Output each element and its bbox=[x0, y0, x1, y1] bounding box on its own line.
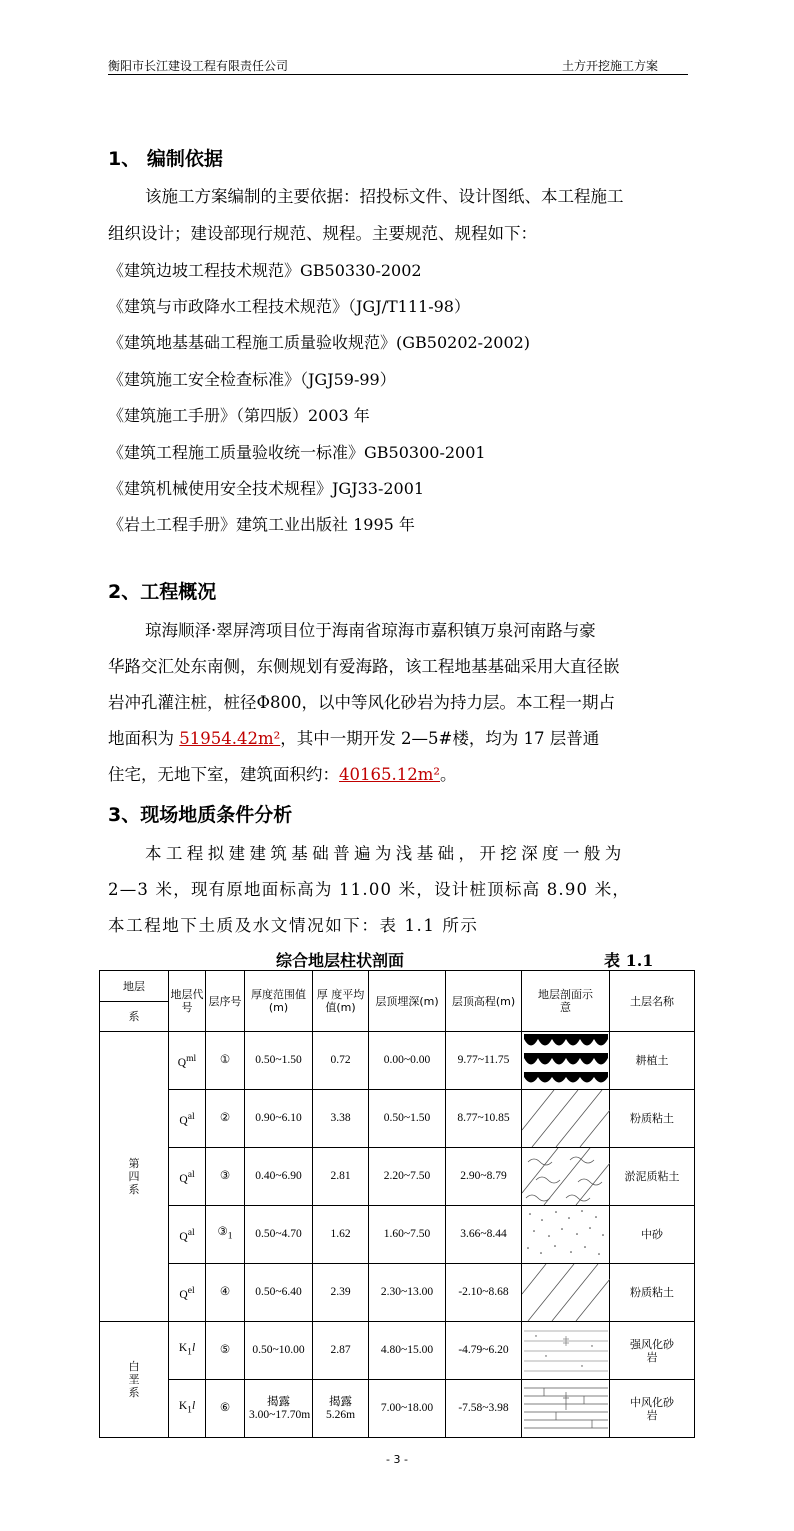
cell-name: 中砂 bbox=[610, 1206, 695, 1264]
section-2-title: 2、工程概况 bbox=[108, 581, 217, 603]
cell-depth: 2.30~13.00 bbox=[369, 1264, 446, 1322]
section-pattern-medium-sand bbox=[522, 1206, 610, 1264]
cell-elev: 3.66~8.44 bbox=[446, 1206, 522, 1264]
cell-depth: 0.00~0.00 bbox=[369, 1032, 446, 1090]
cell-elev: 9.77~11.75 bbox=[446, 1032, 522, 1090]
head-stratum-top: 地层 bbox=[100, 971, 169, 1002]
ref-item: 《建筑工程施工质量验收统一标准》GB50300-2001 bbox=[108, 443, 486, 462]
cell-name: 耕植土 bbox=[610, 1032, 695, 1090]
cell-seq: ① bbox=[206, 1032, 245, 1090]
cell-elev: -7.58~3.98 bbox=[446, 1380, 522, 1438]
s2-line5-a: 住宅，无地下室，建筑面积约： bbox=[108, 765, 339, 784]
code-tail: l bbox=[191, 1400, 196, 1413]
head-range: 厚度范围值(m) bbox=[245, 971, 313, 1032]
code-main: K bbox=[178, 1400, 188, 1413]
cell-name: 淤泥质粘土 bbox=[610, 1148, 695, 1206]
s3-line3: 本工程地下土质及水文情况如下：表 1.1 所示 bbox=[108, 916, 479, 935]
cell-depth: 2.20~7.50 bbox=[369, 1148, 446, 1206]
head-name: 土层名称 bbox=[610, 971, 695, 1032]
code-main: Q bbox=[179, 1230, 188, 1243]
code-tail: l bbox=[191, 1342, 196, 1355]
head-seq: 层序号 bbox=[206, 971, 245, 1032]
section-1-title: 1、 编制依据 bbox=[108, 148, 223, 170]
head-code: 地层代号 bbox=[169, 971, 206, 1032]
s2-line2: 华路交汇处东南侧，东侧规划有爱海路，该工程地基基础采用大直径嵌 bbox=[108, 657, 620, 676]
cell-elev: 8.77~10.85 bbox=[446, 1090, 522, 1148]
cell-avg: 2.39 bbox=[313, 1264, 369, 1322]
s2-line4-b: ，其中一期开发 2—5#楼，均为 17 层普通 bbox=[280, 729, 600, 748]
cell-avg: 揭露5.26m bbox=[313, 1380, 369, 1438]
page-header bbox=[108, 56, 688, 75]
cell-elev: -2.10~8.68 bbox=[446, 1264, 522, 1322]
head-elev: 层顶高程(m) bbox=[446, 971, 522, 1032]
code-sup: el bbox=[187, 1284, 195, 1296]
cell-seq: ④ bbox=[206, 1264, 245, 1322]
ref-item: 《岩土工程手册》建筑工业出版社 1995 年 bbox=[108, 515, 415, 534]
section-pattern-mucky-clay bbox=[522, 1148, 610, 1206]
cell-range: 揭露3.00~17.70m bbox=[245, 1380, 313, 1438]
cell-depth: 7.00~18.00 bbox=[369, 1380, 446, 1438]
cell-seq: ② bbox=[206, 1090, 245, 1148]
code-main: Q bbox=[179, 1172, 188, 1185]
cell-name: 粉质粘土 bbox=[610, 1090, 695, 1148]
head-stratum-bottom: 系 bbox=[100, 1002, 169, 1032]
cell-seq bbox=[206, 1206, 245, 1264]
code-sub: 1 bbox=[187, 1346, 192, 1358]
table-caption: 综合地层柱状剖面 bbox=[276, 951, 405, 970]
seq-sub: 1 bbox=[227, 1230, 233, 1242]
s2-line4 bbox=[108, 725, 599, 749]
cell-code bbox=[169, 1264, 206, 1322]
head-section: 地层剖面示 意 bbox=[522, 971, 610, 1032]
stratum-table bbox=[99, 970, 695, 1438]
code-sup: ml bbox=[186, 1052, 197, 1064]
section-pattern-silty-clay bbox=[522, 1090, 610, 1148]
ref-item: 《建筑地基基础工程施工质量验收规范》(GB50202-2002) bbox=[108, 333, 531, 352]
table-row bbox=[100, 1148, 695, 1206]
ref-item: 《建筑施工手册》（第四版）2003 年 bbox=[108, 406, 370, 425]
s2-line3: 岩冲孔灌注桩，桩径Φ800，以中等风化砂岩为持力层。本工程一期占 bbox=[108, 693, 616, 712]
cell-avg: 1.62 bbox=[313, 1206, 369, 1264]
code-sub: 1 bbox=[187, 1404, 192, 1416]
cell-depth: 1.60~7.50 bbox=[369, 1206, 446, 1264]
cell-code bbox=[169, 1380, 206, 1438]
cell-range: 0.90~6.10 bbox=[245, 1090, 313, 1148]
s2-line1: 琼海顺泽·翠屏湾项目位于海南省琼海市嘉积镇万泉河南路与豪 bbox=[145, 621, 596, 640]
cell-depth: 0.50~1.50 bbox=[369, 1090, 446, 1148]
cell-range: 0.50~10.00 bbox=[245, 1322, 313, 1380]
head-depth: 层顶埋深(m) bbox=[369, 971, 446, 1032]
code-main: Q bbox=[179, 1288, 188, 1301]
cell-name: 中风化砂岩 bbox=[610, 1380, 695, 1438]
section-3-title: 3、现场地质条件分析 bbox=[108, 804, 293, 826]
cell-range: 0.50~1.50 bbox=[245, 1032, 313, 1090]
head-avg: 厚 度平均值(m) bbox=[313, 971, 369, 1032]
building-area: 40165.12m² bbox=[339, 765, 440, 784]
cell-avg: 2.81 bbox=[313, 1148, 369, 1206]
s2-line5 bbox=[108, 761, 457, 785]
code-main: K bbox=[178, 1342, 188, 1355]
s2-line4-a: 地面积为 bbox=[108, 729, 174, 748]
header-doc-title: 土方开挖施工方案 bbox=[561, 59, 658, 73]
ref-item: 《建筑施工安全检查标准》（JGJ59-99） bbox=[108, 370, 396, 389]
cell-avg: 3.38 bbox=[313, 1090, 369, 1148]
cell-name: 强风化砂岩 bbox=[610, 1322, 695, 1380]
s3-line2: 2—3 米，现有原地面标高为 11.00 米，设计桩顶标高 8.90 米， bbox=[108, 880, 631, 899]
section-pattern-silty-clay-2 bbox=[522, 1264, 610, 1322]
header-company: 衡阳市长江建设工程有限责任公司 bbox=[108, 59, 289, 73]
code-main: Q bbox=[177, 1056, 187, 1069]
s1-para-line2: 组织设计；建设部现行规范、规程。主要规范、规程如下： bbox=[108, 224, 537, 243]
ref-item: 《建筑与市政降水工程技术规范》（JGJ/T111-98） bbox=[108, 297, 470, 316]
s1-para-line1: 该施工方案编制的主要依据：招投标文件、设计图纸、本工程施工 bbox=[145, 187, 624, 206]
table-row bbox=[100, 1380, 695, 1438]
table-row bbox=[100, 1206, 695, 1264]
table-number: 表 1.1 bbox=[604, 951, 654, 970]
group-cretaceous: 白垩系 bbox=[100, 1322, 169, 1438]
cell-avg: 2.87 bbox=[313, 1322, 369, 1380]
group-quaternary: 第四系 bbox=[100, 1032, 169, 1322]
cell-code bbox=[169, 1090, 206, 1148]
cell-elev: 2.90~8.79 bbox=[446, 1148, 522, 1206]
code-sup: al bbox=[187, 1168, 195, 1180]
ref-item: 《建筑机械使用安全技术规程》JGJ33-2001 bbox=[108, 479, 425, 498]
table-row bbox=[100, 1090, 695, 1148]
section-pattern-strong-weathered-sandstone bbox=[522, 1322, 610, 1380]
cell-range: 0.50~6.40 bbox=[245, 1264, 313, 1322]
cell-seq: ⑥ bbox=[206, 1380, 245, 1438]
s3-line1: 本工程拟建建筑基础普遍为浅基础，开挖深度一般为 bbox=[145, 844, 626, 863]
code-sup: al bbox=[187, 1226, 195, 1238]
cell-code bbox=[169, 1032, 206, 1090]
cell-avg: 0.72 bbox=[313, 1032, 369, 1090]
cell-code bbox=[169, 1148, 206, 1206]
section-pattern-topsoil bbox=[522, 1032, 610, 1090]
cell-seq: ③ bbox=[206, 1148, 245, 1206]
site-area: 51954.42m² bbox=[179, 729, 281, 748]
s2-line5-b: 。 bbox=[440, 765, 457, 784]
cell-range: 0.50~4.70 bbox=[245, 1206, 313, 1264]
code-sup: al bbox=[187, 1110, 195, 1122]
ref-item: 《建筑边坡工程技术规范》GB50330-2002 bbox=[108, 261, 422, 280]
cell-depth: 4.80~15.00 bbox=[369, 1322, 446, 1380]
seq-main: ③ bbox=[217, 1226, 228, 1239]
section-pattern-medium-weathered-sandstone bbox=[522, 1380, 610, 1438]
cell-code bbox=[169, 1206, 206, 1264]
table-row bbox=[100, 1322, 695, 1380]
table-row bbox=[100, 1264, 695, 1322]
cell-elev: -4.79~6.20 bbox=[446, 1322, 522, 1380]
cell-range: 0.40~6.90 bbox=[245, 1148, 313, 1206]
code-main: Q bbox=[179, 1114, 188, 1127]
cell-code bbox=[169, 1322, 206, 1380]
table-row bbox=[100, 1032, 695, 1090]
cell-seq: ⑤ bbox=[206, 1322, 245, 1380]
cell-name: 粉质粘土 bbox=[610, 1264, 695, 1322]
page-number: - 3 - bbox=[386, 1453, 408, 1466]
